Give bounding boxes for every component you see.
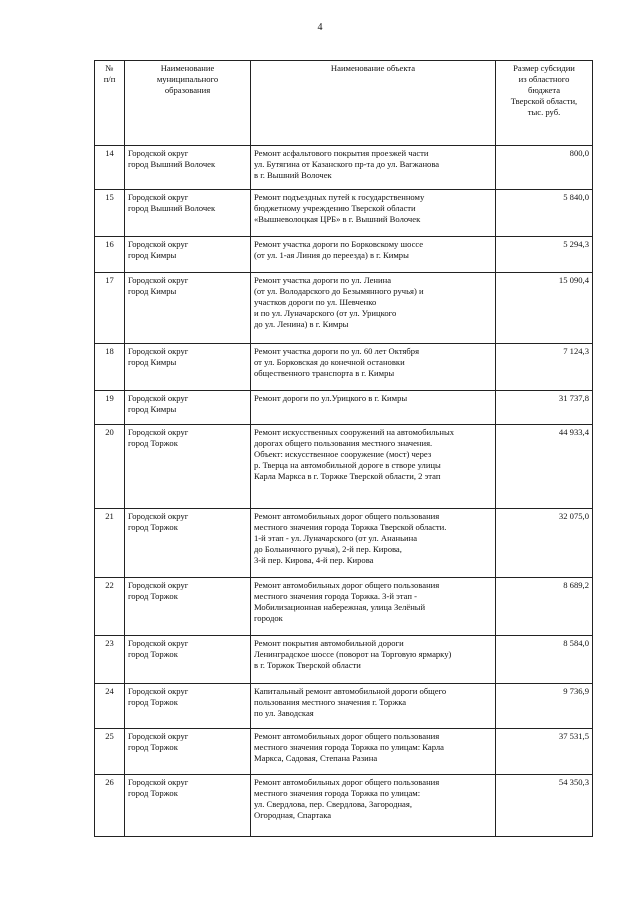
row-num: 17	[95, 273, 125, 344]
row-object: Ремонт покрытия автомобильной дороги Ленинградское шоссе (поворот на Торговую ярмарку) в г. Торжок Тверской области	[251, 636, 496, 684]
row-municipality: Городской округ город Вышний Волочек	[125, 146, 251, 190]
table-row	[95, 578, 593, 636]
row-num: 20	[95, 425, 125, 509]
row-amount: 5 294,3	[496, 237, 593, 273]
row-amount: 7 124,3	[496, 344, 593, 391]
table-row	[95, 146, 593, 190]
row-municipality: Городской округ город Торжок	[125, 425, 251, 509]
row-object: Ремонт участка дороги по ул. 60 лет Октября от ул. Борковская до конечной остановки общественного транспорта в г. Кимры	[251, 344, 496, 391]
row-num: 16	[95, 237, 125, 273]
table-row	[95, 636, 593, 684]
table-row	[95, 509, 593, 578]
row-amount: 44 933,4	[496, 425, 593, 509]
row-num: 23	[95, 636, 125, 684]
row-amount: 8 689,2	[496, 578, 593, 636]
table-row	[95, 273, 593, 344]
row-num: 19	[95, 391, 125, 425]
header-object: Наименование объекта	[251, 61, 496, 146]
row-object: Ремонт участка дороги по ул. Ленина (от ул. Володарского до Безымянного ручья) и участков дороги по ул. Шевченко и по ул. Луначарского (от ул. Урицкого до ул. Ленина) в г. Кимры	[251, 273, 496, 344]
row-num: 15	[95, 190, 125, 237]
row-object: Ремонт подъездных путей к государственному бюджетному учреждению Тверской области «Вышневолоцкая ЦРБ» в г. Вышний Волочек	[251, 190, 496, 237]
row-municipality: Городской округ город Вышний Волочек	[125, 190, 251, 237]
row-amount: 54 350,3	[496, 775, 593, 837]
row-object: Капитальный ремонт автомобильной дороги общего пользования местного значения г. Торжка по ул. Заводская	[251, 684, 496, 729]
row-municipality: Городской округ город Кимры	[125, 273, 251, 344]
row-object: Ремонт автомобильных дорог общего пользования местного значения города Торжка. 3-й этап - Мобилизационная набережная, улица Зелёный городок	[251, 578, 496, 636]
row-amount: 15 090,4	[496, 273, 593, 344]
header-subsidy: Размер субсидии из областного бюджета Тверской области, тыс. руб.	[496, 61, 593, 146]
row-municipality: Городской округ город Кимры	[125, 391, 251, 425]
header-municipality: Наименование муниципального образования	[125, 61, 251, 146]
row-municipality: Городской округ город Торжок	[125, 578, 251, 636]
row-municipality: Городской округ город Торжок	[125, 729, 251, 775]
row-municipality: Городской округ город Торжок	[125, 775, 251, 837]
table-row	[95, 344, 593, 391]
row-municipality: Городской округ город Кимры	[125, 344, 251, 391]
row-amount: 31 737,8	[496, 391, 593, 425]
page-number: 4	[317, 22, 323, 33]
row-amount: 5 840,0	[496, 190, 593, 237]
table-row	[95, 775, 593, 837]
row-amount: 9 736,9	[496, 684, 593, 729]
table-row	[95, 391, 593, 425]
table-row	[95, 190, 593, 237]
subsidy-table	[94, 60, 593, 837]
row-num: 25	[95, 729, 125, 775]
row-object: Ремонт асфальтового покрытия проезжей части ул. Бутягина от Казанского пр-та до ул. Вагжанова в г. Вышний Волочек	[251, 146, 496, 190]
row-amount: 37 531,5	[496, 729, 593, 775]
row-object: Ремонт автомобильных дорог общего пользования местного значения города Торжка по улицам: Карла Маркса, Садовая, Степана Разина	[251, 729, 496, 775]
row-amount: 32 075,0	[496, 509, 593, 578]
row-num: 24	[95, 684, 125, 729]
table-row	[95, 684, 593, 729]
row-object: Ремонт дороги по ул.Урицкого в г. Кимры	[251, 391, 496, 425]
row-num: 26	[95, 775, 125, 837]
table-header-row	[95, 61, 593, 146]
table-row	[95, 425, 593, 509]
row-object: Ремонт участка дороги по Борковскому шоссе (от ул. 1-ая Линия до переезда) в г. Кимры	[251, 237, 496, 273]
table-body	[95, 146, 593, 837]
row-object: Ремонт автомобильных дорог общего пользования местного значения города Торжка по улицам: ул. Свердлова, пер. Свердлова, Загородная, Огородная, Спартака	[251, 775, 496, 837]
row-municipality: Городской округ город Торжок	[125, 509, 251, 578]
row-municipality: Городской округ город Торжок	[125, 684, 251, 729]
row-municipality: Городской округ город Кимры	[125, 237, 251, 273]
row-object: Ремонт автомобильных дорог общего пользования местного значения города Торжка Тверской области. 1-й этап - ул. Луначарского (от ул. Ананьина до Больничного ручья), 2-й пер. Кирова, 3-й пер. Кирова, 4-й пер. Кирова	[251, 509, 496, 578]
row-num: 14	[95, 146, 125, 190]
header-num: № п/п	[95, 61, 125, 146]
row-amount: 8 584,0	[496, 636, 593, 684]
row-num: 18	[95, 344, 125, 391]
row-object: Ремонт искусственных сооружений на автомобильных дорогах общего пользования местного значения. Объект: искусственное сооружение (мост) через р. Тверца на автомобильной дороге в створе улицы Карла Маркса в г. Торжке Тверской области, 2 этап	[251, 425, 496, 509]
table-row	[95, 237, 593, 273]
row-num: 21	[95, 509, 125, 578]
row-num: 22	[95, 578, 125, 636]
table-row	[95, 729, 593, 775]
row-municipality: Городской округ город Торжок	[125, 636, 251, 684]
row-amount: 800,0	[496, 146, 593, 190]
